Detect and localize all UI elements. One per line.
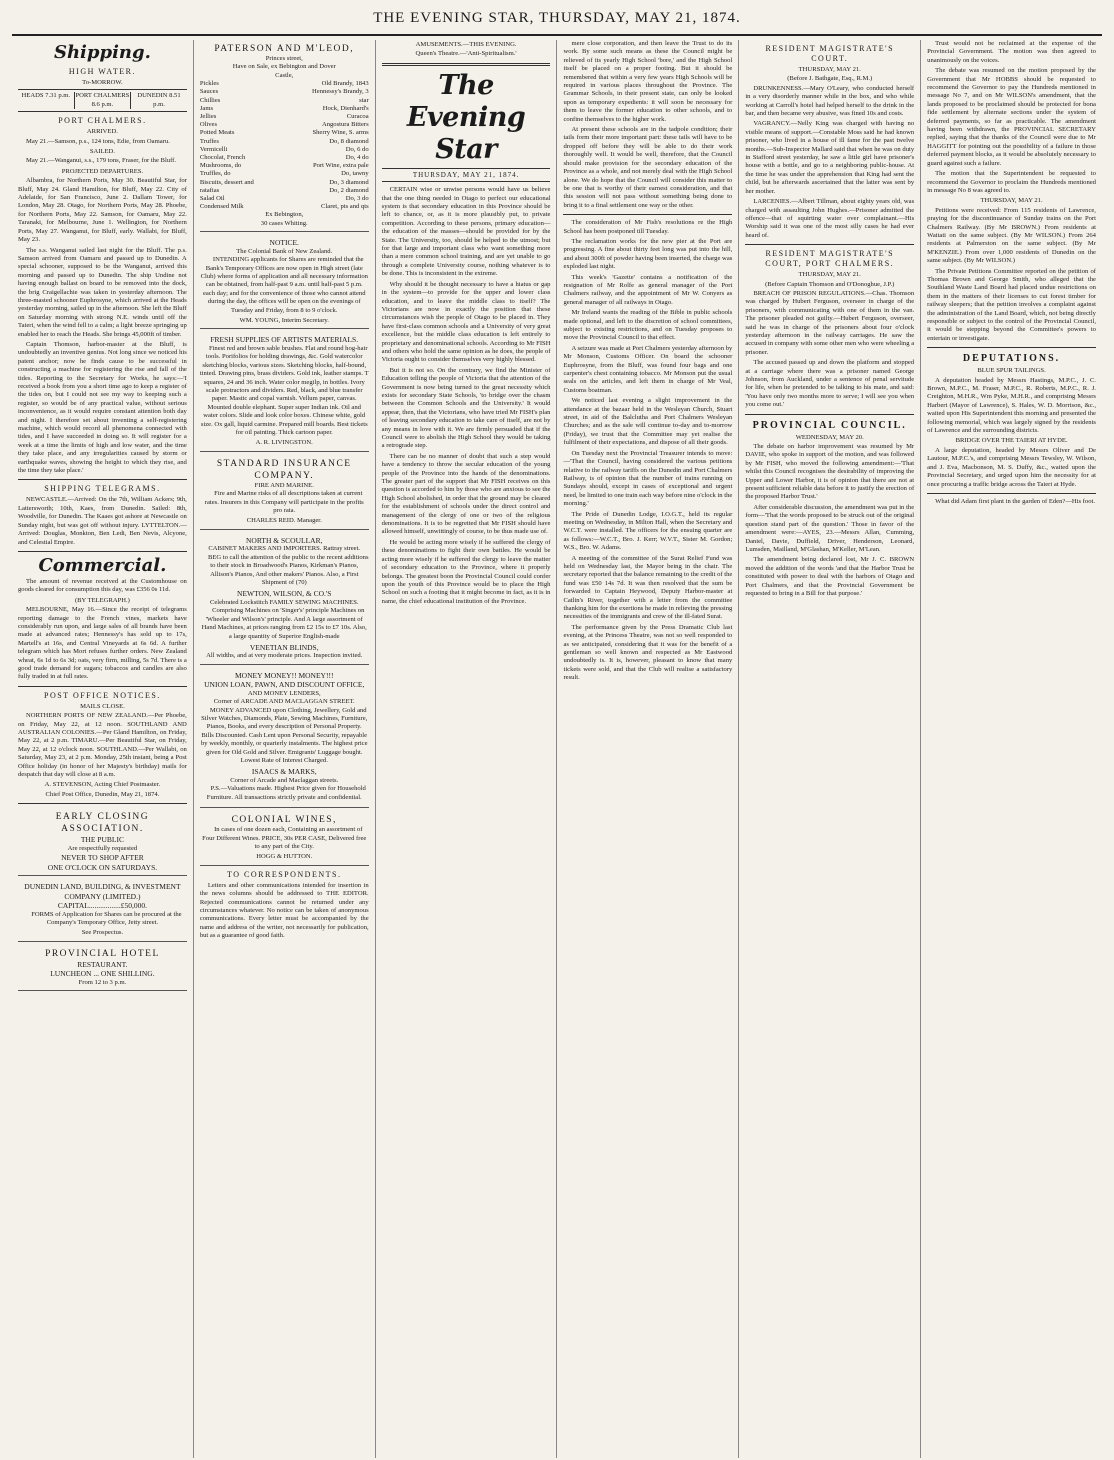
goods-row	[200, 162, 369, 170]
colonial-title: COLONIAL WINES,	[231, 815, 337, 826]
blue-spur-heading: BLUE SPUR TAILINGS.	[977, 367, 1046, 375]
goods-row	[200, 170, 369, 178]
sailed-text: May 21.—Wanganui, s.s., 179 tons, Fraser, for the Bluff.	[26, 157, 176, 165]
news-para-f: We noticed last evening a slight improvement in the attendance at the bazaar held in the Wesleyan Church, Stuart street, in aid of the Balclutha and Port Chalmers Wesleyan Churches; and as the sale will continue to-day and to-morrow (Friday), we trust that the Committee may yet realise the fulfilment of their expectations, and dispose of all their goods.	[563, 397, 733, 447]
sailed-label: SAILED.	[89, 148, 115, 156]
goods-item-left: Jams	[199, 104, 214, 112]
court-heading: RESIDENT MAGISTRATE'S COURT.	[765, 44, 895, 63]
colonial-text: In cases of one dozen each, Containing an assortment of Four Different Wines. PRICE, 30s PER CASE, Delivered free to any part of the City.	[202, 826, 367, 850]
dunedin-title: DUNEDIN LAND, BUILDING, & INVESTMENT COMPANY (LIMITED.)	[24, 882, 181, 901]
goods-item-right: Hennessy's Brandy, 3	[312, 88, 369, 96]
leader-para-1: CERTAIN wise or unwise persons would have us believe that the one thing needed in Otago to perfect our educational system is that secondary education in this Province should be left to chance, or, as it is more plausibly put, to private competition. According to these persons, primary education—the education of the masses—should be provided for by the State. The University, too, should be helped to the utmost; but for that large and important class who want something more than a mere common school training, and are yet unable to go through a complete University course, nothing whatever is to be done. This is inconsistent in the extreme.	[381, 186, 551, 278]
news-para-i: A meeting of the committee of the Surat Relief Fund was held on Wednesday last, the Mayor being in the chair. The secretary reported that the balance remaining to the credit of the fund was £50 14s 7d. It was then resolved that the sum be forwarded to Captain Heywood, Deputy Harbor-master at Catlin's River, together with a letter from the committee thanking him for the exertions he made in relieving the pressing necessities of the immigrants and crew of the ill-fated Surat.	[563, 554, 733, 621]
goods-row	[200, 195, 369, 203]
port-court-case-1: BREACH OF PRISON REGULATIONS.—Chas. Thomson was charged by Hubert Ferguson, overseer in charge of the prisoners, with communicating with one of them in the van. The prisoner pleaded not guilty.—Hubert Ferguson, overseer, said he was in charge of the prisoners about four o'clock yesterday afternoon in the railway carriages. He saw the accused in company with some other men who were wheeling a prisoner.	[745, 289, 915, 356]
commercial-body: MELBOURNE, May 16.—Since the receipt of telegrams reporting damage to the French vines, markets have considerably run upon, and large sales of all brands have been made at advanced rates; Hennessy's has sold up to 17s, Martell's at 16s, and Central Vineyards at 6s 6d. A further telegram which has Mort refuses further orders. New Zealand wheat, 6s 1d to 6s 3d; oats, very firm, milling, 5s 7d. There is a good trade demand for sugars; tobaccos and candles are also fully traded in at full rates.	[18, 606, 187, 681]
arrived-label: ARRIVED.	[86, 128, 118, 136]
deputation-text-2: A large deputation, headed by Messrs Oliver and De Lautour, M.P.C.'s, and comprising Messrs Tewsley, W. Wilson, and J. Eva, Macbonson, M. S. Duffy, &c., waited upon the Provincial Secretary, and urged upon him the necessity for at once procuring a traffic bridge across the Taieri at Hyde.	[927, 446, 1096, 488]
divider	[563, 214, 732, 215]
leader-cont-2: At present these schools are in the tadpole condition; their tails form their more important part: these tails will have to be dropped off before they will be able to do their work thoroughly well. It would be well, therefore, that the Council should make provision for the secondary education of the Province as a whole, and not merely deal with the High School alone. We do hope that the Council will consider this matter to be one that is worthy of their earnest consideration, and that this session will not pass without something being done to bring it to a final settlement one way or the other.	[563, 126, 733, 209]
tide-table	[18, 89, 187, 112]
standard-sub: FIRE AND MARINE.	[254, 481, 314, 489]
forms-text: FORMS of Application for Shares can be procured at the Company's Temporary Office, Jetty street.	[31, 910, 182, 927]
masthead: THE EVENING STAR, THURSDAY, MAY 21, 1874.	[12, 10, 1102, 36]
goods-item-left: Potted Meats	[199, 129, 235, 137]
money-text: MONEY ADVANCED upon Clothing, Jewellery, Gold and Silver Watches, Diamonds, Plate, Sewing Machines, Furniture, Pianos, Books, and every description of Personal Property. Bills Discounted. Cash Lent upon Personal Security, repayable by weekly, monthly, or quarterly instalments. The highest price given for Old Gold and Silver. Emigrants' Luggage bought. Lowest Rate of Interest Charged.	[200, 706, 368, 765]
leader-para-4: There can be no manner of doubt that such a step would have a tendency to throw the secular education of the young people of the Province into the hands of the denominations. The greater part of the support that Mr FISH receives on this question is accorded to him by those who are anxious to see the High School abolished, in order that the ground may be cleared for the establishment of schools under the direct control and management of the clergy of one or two of the religious denominations. It is to be regretted that Mr FISH should have allowed himself, unwittingly of course, to be thus made use of.	[381, 452, 551, 536]
goods-item-left: Vermicelli	[199, 145, 228, 153]
shipping-heading: Shipping.	[53, 42, 151, 63]
early-title: EARLY CLOSING ASSOCIATION.	[55, 812, 150, 835]
goods-item-left: Biscuits, dessert and	[199, 178, 254, 186]
money-title: MONEY MONEY!! MONEY!!!	[235, 670, 334, 680]
council-cont-3: The motion that the Superintendent be requested to recommend the Governor to proclaim the Hundreds mentioned in message No 8 was agreed to.	[927, 170, 1096, 194]
luncheon: LUNCHEON ... ONE SHILLING.	[50, 969, 155, 979]
goods-item-right: Curacoa	[346, 113, 369, 121]
goods-item-left: Mushrooms, do	[199, 162, 242, 170]
court-case-3: LARCENIES.—Albert Tillman, about eighty years old, was charged with assaulting John Hughes.—Prisoner admitted the offence—that of squirting water over complainant.—His Worship said it was one of the most silly cases he had ever heard of.	[745, 198, 915, 239]
goods-item-left: Condensed Milk	[199, 203, 244, 211]
divider	[18, 686, 187, 687]
whiting: 30 cases Whiting.	[260, 219, 308, 227]
standard-title: STANDARD INSURANCE COMPANY.	[216, 458, 352, 481]
fresh-title: FRESH SUPPLIES OF ARTISTS MATERIALS.	[210, 335, 359, 345]
telegrams-heading: SHIPPING TELEGRAMS.	[44, 484, 161, 494]
newton-title: NEWTON, WILSON, & CO.'S	[237, 589, 332, 599]
divider	[745, 414, 914, 415]
goods-row	[200, 187, 369, 195]
port-heading: PORT CHALMERS.	[58, 116, 147, 126]
goods-row	[200, 154, 369, 162]
column-2	[194, 40, 376, 1458]
goods-item-right: star	[359, 96, 369, 104]
nameplate: The Evening Star	[406, 69, 526, 165]
arcade: Corner of ARCADE AND MACLAGGAN STREET.	[213, 698, 355, 706]
paterson-addr: Princes street,	[265, 55, 303, 62]
hotel-ad	[18, 945, 187, 991]
money-lenders: AND MONEY LENDERS,	[247, 689, 321, 697]
news-para-c: This week's 'Gazette' contains a notification of the resignation of Mr Rolfe as general manager of the Port Chalmers railway, and the appointment of Mr W. Conyers as general manager of all railways in Otago.	[563, 273, 733, 306]
goods-item-right: Do, 8 diamond	[329, 137, 369, 145]
news-para-b: The reclamation works for the new pier at the Port are progressing. A fine about thirty feet long was put into the hill, and about 300ft of powder having been inserted, the charge was exploded last night.	[563, 237, 733, 271]
goods-row	[200, 121, 369, 129]
prospectus: See Prospectus.	[81, 929, 124, 937]
arrived-text: May 21.—Samson, p.s., 124 tons, Edie, from Oamaru.	[26, 137, 170, 145]
artists-ad	[200, 332, 369, 451]
goods-row	[200, 105, 369, 113]
goods-item-right: Sherry Wine, S. arms	[312, 129, 369, 137]
isaacs-sub: Corner of Arcade and Maclaggan streets.	[230, 776, 339, 784]
union-title: UNION LOAN, PAWN, AND DISCOUNT OFFICE,	[204, 680, 365, 690]
divider	[18, 803, 187, 804]
goods-item-left: Pickles	[199, 80, 219, 88]
early-line-1: THE PUBLIC	[80, 835, 124, 845]
goods-row	[200, 113, 369, 121]
court-before: (Before J. Bathgate, Esq., R.M.)	[787, 75, 873, 83]
port-court-case-2: The accused passed up and down the platform and stopped at a carriage where there was a prisoner named George Johnson, from Auckland, under a sentence of penal servitude for life, when he pretended to be talking to his mate, and said: 'You have only two months more to serve; I will see you when you come out.'	[745, 359, 915, 409]
divider	[18, 479, 187, 480]
news-para-g: On Tuesday next the Provincial Treasurer intends to move:—'That the Council, having considered the various petitions relative to the railway tariffs on the Dunedin and Port Chalmers Railway, is of opinion that the number of trains running on Sundays should, except in cases of exceptional and urgent need, be limited to one train each way before nine o'clock in the morning.'	[563, 449, 733, 508]
goods-item-left: Truffles, do	[199, 170, 231, 178]
goods-item-right: Do, 3 diamond	[329, 178, 369, 186]
projected-text: Albambra, for Northern Ports, May 30. Beautiful Star, for Bluff, May 24. Gland Hamilton, for Bluff, May 22. City of Adelaide, for San Francisco, June 2. Dallam Tower, for London, May 28. Otago, for Northern Ports, May 28. Phoebe, for Northern Ports, May 22. Samson, for Oamaru, May 22. Taranaki, for Melbourne, June 1. Wellington, for Northern Ports, May 27. Wanganui, for Bluff, early. Wallabi, for Bluff, May 23.	[18, 177, 187, 244]
fresh-text: Finest red and brown sable brushes. Flat and round hog-hair tools. Porifolios for holding drawings, &c. Gold watercolor sketching blocks, various sizes. Sketching blocks, half-bound, tinted. Drawing pins, brass dividers. Gold ink, leather stamps. T squares, 24 and 36 inch. Water color megilp, in bottles. Ivory scale protractors and dividers. Red, black, and blue transfer paper. Mastic and copal varnish. Vellum paper, canvas. Mounted double elephant. Super super Indian ink. Oil and water colors. Slide and look color boxes. Chinese white, gold size. Ox gall, liquid carmine. Prepared mill boards. Best tickets for oil painting. Thick cartoon paper.	[199, 344, 369, 436]
paterson-title: PATERSON AND M'LEOD,	[214, 44, 355, 54]
goods-item-left: Truffes	[199, 137, 219, 145]
divider	[382, 63, 551, 66]
court-case-2: VAGRANCY.—Nelly King was charged with having no visible means of support.—Constable Moss said he had known prisoner, who lived in a house of ill fame for the past twelve months.—Sub-Inspector Mallard said that when he was on duty in Stafford street yesterday, he saw a little girl have prisoner's house with a bottle, and go to a neighboring public-house. At the time he was under the apprehension that King had sent the child, but he afterwards ascertained that the latter was sent by her mother.	[745, 120, 915, 195]
isaacs: ISAACS & MARKS,	[251, 767, 317, 777]
notice-ad	[200, 235, 369, 329]
news-para-a: The consideration of Mr Fish's resolutions re the High School has been postponed till Tuesday.	[563, 219, 733, 235]
goods-item-left: Chocolat, French	[199, 154, 246, 162]
goods-row	[200, 179, 369, 187]
council-heading: PROVINCIAL COUNCIL.	[752, 419, 907, 431]
goods-item-left: ratafias	[199, 186, 220, 194]
council-cont-5: The Private Petitions Committee reported on the petition of Thomas Brown and George Smith, who alleged that the Southland Waste Land Board had placed undue restrictions on them in the matters of their licenses to cut forest timber for railway sleepers; that the petition involves a complaint against the administration of the Land Board, which, not being directly responsible or subject to the control of the Provincial Council, it would be stepping beyond the Committee's powers to entertain or investigate.	[927, 267, 1096, 342]
shipping-body-1: The s.s. Wanganui sailed last night for the Bluff. The p.s. Samson arrived from Oamaru and passed up to Dunedin. A special schooner, supposed to be the Wanganui, arrived this morning and passed up to Dunedin. The ship Undine not having enough ballast on board to be removed into the dock, the brig Craigellachie was taken in yesterday afternoon. The three-masted schooner Euphrosyne, which arrived at the Heads yesterday morning, sailed up in the afternoon. She left the Bluff on Saturday morning with strong N.E. winds until off the Taieri, when the wind fell to a calm; a light breeze springing up enabled her to reach the Heads. She brings 45,000ft of timber.	[18, 246, 187, 338]
goods-row	[200, 146, 369, 154]
isaacs-text: P.S.—Valuations made. Highest Price given for Household Furniture. All transactions strictly private and confidential.	[206, 785, 366, 801]
goods-list	[200, 80, 369, 211]
leader-cont: mere close corporation, and then leave the Trust to do its work. By some such means as these the Council might be relieved of its yearly High School 'bore,' and the High School itself be placed on a proper footing. But it should be remembered that within a very few years High Schools will be required in various places throughout the Province. The Grammar Schools, in their present state, can only be looked upon as temporary expedients: it will soon be necessary for them to leave the former education to other schools, and to confine themselves to the higher work.	[563, 40, 733, 123]
castle: Castle,	[275, 71, 294, 79]
post-heading: POST OFFICE NOTICES.	[44, 690, 161, 700]
divider	[927, 347, 1096, 348]
goods-item-right: Do, 3 do	[345, 195, 369, 203]
bridge-heading: BRIDGE OVER THE TAIERI AT HYDE.	[955, 437, 1068, 445]
mails-close: MAILS CLOSE.	[80, 702, 125, 710]
north-text: BEG to call the attention of the public to the recent additions to their stock in Broadwood's Pianos, Kirkman's Pianos, Allison's Pianos, And other makers' Pianos. Also, a First Shipment of (70)	[207, 553, 369, 586]
goods-row	[200, 88, 369, 96]
shipping-body-2: Captain Thomson, harbor-master at the Bluff, is undoubtedly an inventive genius. Not long since we noticed his patent anchor; now he finds cause to be successful in constructing a machine for registering the rise and fall of the tides. Reporting to the Secretary for Works, he says:—'I received a book from you a short time ago to keep a register of the tides on, but I could not see my way to keeping such a register, so would be of any practical value, without serious inconvenience, as it would require constant attention both day and night. I therefore set about inventing a self-registering machine, which would record all phenomena connected with tides, and I have succeeded in doing so. It will register for a week at a time the limits of high and low water, and the time they take place, and any irregularities caused by storm or earthquake waves, showing the height to which they rise, and the time they take place.'	[18, 340, 187, 475]
venetian: VENETIAN BLINDS,	[249, 642, 319, 652]
council-date: WEDNESDAY, MAY 20.	[795, 433, 864, 441]
goods-item-right: Claret, pts and qts	[321, 203, 369, 211]
paterson-intro: Have on Sale, ex Bebington and Dover	[232, 63, 336, 71]
dunedin-land-ad	[18, 879, 187, 942]
goods-row	[200, 203, 369, 211]
divider	[745, 244, 914, 245]
divider	[927, 493, 1096, 494]
commercial-heading: Commercial.	[38, 554, 167, 576]
court-case-1: DRUNKENNESS.—Mary O'Leary, who conducted herself in a very disorderly manner while in the box, and who while working at Carroll's hotel had helped herself to the drink in the bar, and then became very abusive, was fined 10s and costs.	[745, 84, 915, 118]
goods-row	[200, 80, 369, 88]
fresh-sig: A. R. LIVINGSTON.	[255, 439, 313, 447]
dateline: THURSDAY, MAY 21, 1874.	[382, 168, 551, 182]
north-sub: CABINET MAKERS AND IMPORTERS. Rattray street.	[208, 545, 361, 553]
council-cont-2: The debate was resumed on the motion proposed by the Government that Mr HOBBS should be requested to recommend the Governor to pay the Hundreds mentioned in message No 7, and on Mr WILSON's amendment, that the lands proposed to be proclaimed should be protected for bona fide settlement by alternate sections under the system of deferred payments, so far as practicable. The amendment having been withdrawn, the PROVINCIAL SECRETARY replied, saying that the thanks of the Council were due to Mr HAGGITT for pointing out the possibility of a failure in those deferred payment blocks, as it would be absolutely necessary to guard against such a failure.	[927, 67, 1096, 167]
news-para-j: The performance given by the Press Dramatic Club last evening, at the Princess Theatre, was not so well responded to as we anticipated, considering that it was for the benefit of a gentleman so well known and respected as Mr Eastwood undoubtedly is. It is, however, pleasant to know that many tickets were sold, and that the Club will realise a satisfactory result.	[563, 623, 733, 682]
early-line-2: Are respectfully requested	[67, 844, 138, 852]
paterson-ad	[200, 40, 369, 232]
goods-row	[200, 129, 369, 137]
leader-para-5: He would be acting more wisely if he suffered the clergy of these denominations to fight their own battles. He would be acting more wisely if he suffered the clergy to leave the matter of secondary education to the Province, where it properly belongs. The greatest boon the Provincial Council could confer upon the youth of this Province would be to place the High School on such a footing that it might become in fact, as it is in name, the chief educational institution of the Province.	[381, 538, 551, 605]
goods-item-right: Do, 4 do	[345, 154, 369, 162]
deputations-heading: DEPUTATIONS.	[962, 353, 1061, 365]
lunch-hours: From 12 to 3 p.m.	[78, 978, 127, 986]
column-6	[921, 40, 1102, 1458]
column-1	[12, 40, 194, 1458]
capital: CAPITAL.................£50,000.	[57, 901, 148, 911]
divider	[18, 551, 187, 552]
goods-item-left: Jellies	[199, 113, 217, 121]
tide-heads: HEADS 7.31 p.m.	[18, 92, 75, 109]
projected-label: PROJECTED DEPARTURES.	[61, 167, 144, 175]
goods-item-right: Port Wine, extra pale	[313, 162, 369, 170]
notice-sig: WM. YOUNG, Interim Secretary.	[239, 317, 329, 325]
goods-item-right: Do, tawny	[341, 170, 369, 178]
news-para-h: The Pride of Dunedin Lodge, I.O.G.T., held its regular meeting on Wednesday, in Milton Hall, when the Secretary and W.C.T. were installed. The officers for the ensuing quarter are as follows:—W.C.T., Bro. J. Kerr; W.V.T., Sister M. Gordon; W.S., Bro. W. Adams.	[563, 510, 733, 552]
goods-item-right: Do, 6 do	[345, 145, 369, 153]
money-ad	[200, 668, 369, 808]
leader-para-3: But it is not so. On the contrary, we find the Minister of Education telling the people of Victoria that the attention of the Government is now being turned to the great necessity which exists for secondary State Schools, 'to bridge over the chasm between the Common Schools and the University.' It would appear, then, that the Victorians, who have tried Mr FISH's plan of leaving secondary education to take care of itself, are not by any means in love with it. We are firmly persuaded that if the Council were to abolish the High School they would be taking a retrograde step.	[381, 366, 551, 450]
amusements: AMUSEMENTS.—THIS EVENING.	[415, 41, 517, 48]
thursday-heading: THURSDAY, MAY 21.	[980, 197, 1043, 205]
standard-sig: CHARLES REID. Manager.	[246, 517, 322, 525]
colonial-sig: HOGG & HUTTON.	[256, 853, 313, 861]
council-para-3: The amendment being declared lost, Mr J. C. BROWN moved the addition of the words 'and that the Harbor Trust be constituted with power to deal with the harbors of Otago and Port Chalmers, and that the Provincial Government be requested to bring in a Bill for that purpose.'	[745, 556, 915, 597]
queens-theatre: Queen's Theatre.—'Anti-Spiritualism.'	[415, 50, 517, 58]
council-cont-4: Petitions were received: From 115 residents of Lawrence, praying for the discontinuance of Sunday trains on the Port Chalmers Railway. (By Mr BROWN.) From residents at Waitati on the same subject. (By Mr WILSON.) From 264 residents at Palmerston on the same subject. (By Mr M'KENZIE.) From over 1,000 residents of Dunedin on the same subject. (By Mr WILSON.)	[927, 206, 1096, 265]
standard-text: Fire and Marine risks of all descriptions taken at current rates. Insurers in this Company will participate in the profits pro rata.	[204, 490, 364, 515]
notice-text: INTENDING applicants for Shares are reminded that the Bank's Temporary Offices are now open in High street (late Club) where forms of application and all necessary information can be obtained, from half-past 9 a.m. until half-past 5 p.m. each day; and for the convenience of those who cannot attend during the day, the offices will be open on the evenings of Tuesday and Friday, from 8 to 9 o'clock.	[200, 256, 368, 314]
goods-row	[200, 138, 369, 146]
commercial-text: The amount of revenue received at the Customhouse on goods cleared for consumption this day, was £356 0s 11d.	[18, 577, 187, 594]
goods-item-right: Hock, Dienhard's	[322, 104, 369, 112]
columns	[12, 40, 1102, 1458]
colonial-ad	[200, 811, 369, 866]
early-line-3: NEVER TO SHOP AFTER	[61, 853, 144, 863]
venetian-sub: All widths, and at very moderate prices. Inspection invited.	[206, 652, 363, 660]
goods-item-right: Do, 2 diamond	[329, 186, 369, 194]
high-water-heading: HIGH WATER.	[68, 67, 136, 76]
restaurant: RESTAURANT.	[77, 959, 128, 969]
council-cont-1: Trust would not be reclaimed at the expense of the Provincial Government. The motion was then agreed to unanimously on the voices.	[927, 40, 1096, 64]
port-court-before: (Before Captain Thomson and O'Donoghue, J.P.)	[765, 280, 895, 288]
correspondents-heading: TO CORRESPONDENTS.	[227, 869, 342, 879]
joke-text: What did Adam first plant in the garden of Eden?—His foot.	[935, 497, 1096, 505]
north-title: NORTH & SCOULLAR,	[246, 535, 323, 545]
notice-bank: The Colonial Bank of New Zealand.	[236, 247, 333, 255]
goods-item-left: Chillies	[199, 96, 221, 104]
column-3	[376, 40, 558, 1458]
tide-dunedin: DUNEDIN 8.51 p.m.	[137, 92, 181, 108]
goods-row	[200, 97, 369, 105]
column-5	[739, 40, 921, 1458]
high-water-sub: To-MORROW.	[82, 79, 123, 86]
column-4	[557, 40, 739, 1458]
newton-sub: Celebrated Lockstitch FAMILY SEWING MACHINES.	[209, 598, 359, 606]
news-para-e: A seizure was made at Port Chalmers yesterday afternoon by Mr Monson, Customs Officer. On board the schooner Euphrosyne, from the Bluff, was found four bags and one carpenter's chest containing tobacco. Mr Monson put the usual seals on the articles, and left them in charge of Mr Veal, Customs boatman.	[563, 344, 733, 394]
goods-item-right: Old Brandy, 1843	[321, 80, 369, 88]
hotel-title: PROVINCIAL HOTEL	[45, 948, 160, 959]
deputation-text-1: A deputation headed by Messrs Hastings, M.P.C., J. C. Brown, M.P.C., M. Fraser, M.P.C., R. Roberts, M.P.C., R. J. Creighton, M.H.R., Wm Pyke, M.H.R., and comprising Messrs Harbert (Mayor of Lawrence), S. Hales, W. D. Morrison, &c., waited upon His Superintendent this morning and presented the following memorial, which was largely signed by the residents of Lawrence and the surrounding districts.	[927, 376, 1096, 435]
early-line-4: ONE O'CLOCK ON SATURDAYS.	[47, 862, 158, 872]
post-date: Chief Post Office, Dunedin, May 21, 1874.	[45, 790, 160, 798]
port-court-date: THURSDAY, MAY 21.	[798, 271, 861, 279]
council-para-2: After considerable discussion, the amendment was put in the form—'That the words proposed to be struck out of the original question stand part of the question.' Those in favor of the amendment were:—AYES, 23.—Messrs Allan, Cumming, Daniel, Davie, Duffield, Driver, Henderson, Leonard, Lumsden, Mailland, M'Glashan, M'Keller, M'Lean.	[745, 503, 915, 553]
correspondents-text: Letters and other communications intended for insertion in the news columns should be addressed to THE EDITOR. Rejected communications cannot be returned under any circumstances whatever. No notice can be taken of anonymous communications. Every letter must be accompanied by the name and address of the writer, not necessarily for publication, but as a guarantee of good faith.	[199, 881, 369, 940]
early-closing-ad	[18, 808, 187, 876]
goods-item-right: Angostura Bitters	[321, 121, 369, 129]
notice-title: NOTICE.	[269, 238, 299, 248]
goods-item-left: Salad Oil	[199, 195, 225, 203]
north-ad	[200, 533, 369, 665]
newton-text: Comprising Machines on 'Singer's' principle Machines on 'Wheeler and Wilson's' principle. And A large assortment of Hand Machines, at prices ranging from £2 15s to £7 10s. Also, a large quantity of Superior English-made	[201, 607, 367, 640]
post-text: NORTHERN PORTS OF NEW ZEALAND.—Per Phoebe, on Friday, May 22, at 12 noon. SOUTHLAND AND AUSTRALIAN COLONIES.—Per Gland Hamilton, on Friday, May 22, at 2 p.m. TIMARU.—Per Beautiful Star, on Friday, May 22, at 12 o'clock noon. SOUTHLAND.—Per Wallabi, on Saturday, May 23, at 2 p.m. Monday, 25th instant, being a Post Office holiday (in honor of her Majesty's birthday) mails for despatch that day will close at 8 a.m.	[18, 712, 187, 779]
port-court-heading: RESIDENT MAGISTRATE'S COURT, PORT CHALMERS.	[765, 249, 895, 269]
council-para-1: The debate on harbor improvement was resumed by Mr DAVIE, who spoke in support of the motion, and was followed by Mr FISH, who moved the following amendment:—'That whilst this Council recognises the desirability of improving the Upper and Lower Harbor, it is of opinion that there are not at present sufficient reliable data before it to justify the erection of the proposed Harbor Trust.'	[745, 443, 915, 501]
news-para-d: Mr Ireland wants the reading of the Bible in public schools made optional, and left to the discretion of school committees, subject to existing restrictions, and on Tuesday proposes to move the Provincial Council to that effect.	[563, 309, 733, 342]
leader-para-2: Why should it be thought necessary to have a hiatus or gap in the system—to provide for the upper and lower class education, and to leave the middle class to itself? The Victorians are now in exactly the position that these circumstances wish the people of Otago to be placed in. They have first-class common schools and a University of very great excellence, but the middle class education is left entirely to proprietary and denominational schools. According to Mr FISH and others who hold the same opinion as he does, the people of Victoria ought to consider themselves very highly blessed.	[381, 280, 551, 364]
goods-item-left: Olives	[199, 121, 218, 129]
ex-bebington: Ex Bebington,	[265, 211, 304, 219]
goods-item-left: Sauces	[199, 88, 219, 96]
standard-ad	[200, 455, 369, 530]
telegrams-text: NEWCASTLE.—Arrived: On the 7th, William Ackers; 9th, Lattersworth; 10th, Kaes, from Dunedin. Sailed: 8th, Woodville, for Dunedin. The Kaaes got ashore at Newcastle on Sunday night, but was got off without injury. LYTTELTON.—Arrived: Douglas, Monkton, Ben Ledi, Ben Nevis, Alcyone, and Celestial Empire.	[18, 496, 187, 546]
court-date: THURSDAY, MAY 21.	[798, 66, 861, 73]
postmaster: A. STEVENSON, Acting Chief Postmaster.	[44, 781, 161, 789]
by-telegraph: (BY TELEGRAPH.)	[74, 596, 130, 604]
tide-port: PORT CHALMERS 8.6 p.m.	[75, 92, 130, 108]
